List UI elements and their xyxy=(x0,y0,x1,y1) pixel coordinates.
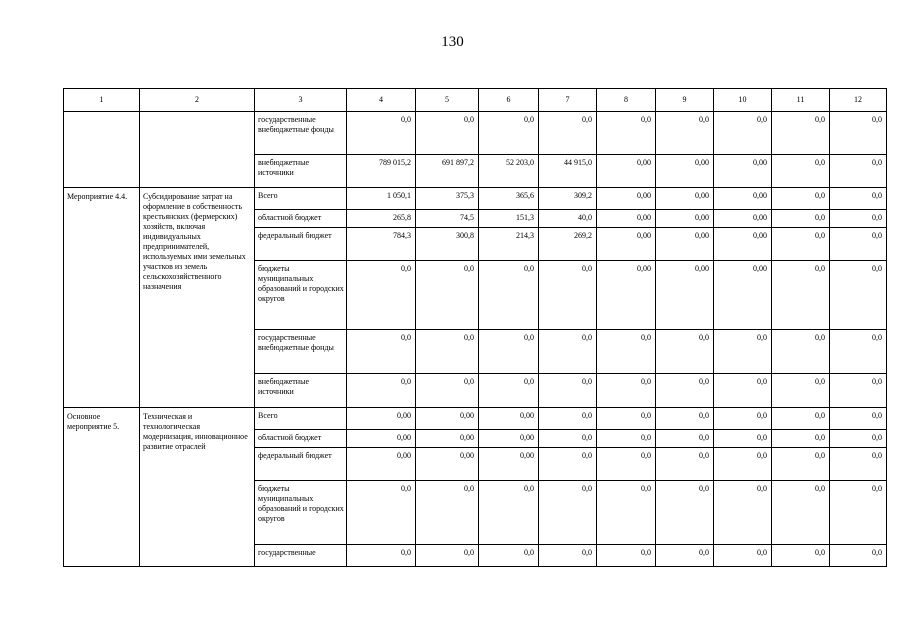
value-cell: 0,00 xyxy=(597,155,656,188)
value-cell: 0,0 xyxy=(539,261,597,330)
value-cell: 0,0 xyxy=(539,448,597,481)
header-cell-9: 9 xyxy=(656,89,714,112)
value-cell: 0,0 xyxy=(830,228,887,261)
value-cell: 0,0 xyxy=(656,112,714,155)
value-cell: 0,0 xyxy=(597,481,656,545)
value-cell: 0,0 xyxy=(656,408,714,430)
value-cell: 0,0 xyxy=(416,545,479,567)
value-cell: 0,00 xyxy=(597,188,656,210)
value-cell: 0,00 xyxy=(714,261,772,330)
value-cell: 265,8 xyxy=(347,210,416,228)
value-cell: 300,8 xyxy=(416,228,479,261)
value-cell: 0,0 xyxy=(597,545,656,567)
value-cell: 0,00 xyxy=(714,188,772,210)
funding-source-cell: государственные внебюджетные фонды xyxy=(255,112,347,155)
value-cell: 0,0 xyxy=(772,545,830,567)
value-cell: 214,3 xyxy=(479,228,539,261)
funding-source-cell: федеральный бюджет xyxy=(255,228,347,261)
value-cell: 0,0 xyxy=(347,481,416,545)
header-cell-11: 11 xyxy=(772,89,830,112)
value-cell: 0,00 xyxy=(656,188,714,210)
value-cell: 0,0 xyxy=(539,374,597,408)
value-cell: 0,0 xyxy=(830,545,887,567)
value-cell: 0,0 xyxy=(830,330,887,374)
value-cell: 0,0 xyxy=(479,545,539,567)
value-cell: 0,0 xyxy=(772,188,830,210)
value-cell: 0,0 xyxy=(656,481,714,545)
value-cell: 0,00 xyxy=(347,408,416,430)
value-cell: 0,0 xyxy=(830,261,887,330)
value-cell: 0,0 xyxy=(656,545,714,567)
value-cell: 0,00 xyxy=(714,210,772,228)
value-cell: 0,0 xyxy=(830,188,887,210)
value-cell: 0,00 xyxy=(347,448,416,481)
value-cell: 0,0 xyxy=(830,430,887,448)
header-row xyxy=(64,89,887,112)
funding-source-cell: Всего xyxy=(255,188,347,210)
value-cell: 0,0 xyxy=(830,210,887,228)
funding-source-cell: областной бюджет xyxy=(255,430,347,448)
value-cell: 0,0 xyxy=(597,374,656,408)
value-cell: 74,5 xyxy=(416,210,479,228)
value-cell: 0,0 xyxy=(479,481,539,545)
value-cell: 0,00 xyxy=(597,228,656,261)
funding-source-cell: внебюджетные источники xyxy=(255,374,347,408)
value-cell: 0,00 xyxy=(597,210,656,228)
value-cell: 691 897,2 xyxy=(416,155,479,188)
header-cell-8: 8 xyxy=(597,89,656,112)
table-row xyxy=(64,188,887,210)
activity-cell: Основное мероприятие 5. xyxy=(64,408,140,567)
header-cell-3: 3 xyxy=(255,89,347,112)
value-cell: 0,0 xyxy=(772,448,830,481)
description-cell: Техническая и технологическая модернизация, инновационное развитие отраслей xyxy=(140,408,255,567)
value-cell: 0,0 xyxy=(772,228,830,261)
value-cell: 0,0 xyxy=(597,430,656,448)
description-cell xyxy=(140,112,255,188)
funding-source-cell: государственные внебюджетные фонды xyxy=(255,330,347,374)
funding-source-cell: Всего xyxy=(255,408,347,430)
value-cell: 0,0 xyxy=(539,408,597,430)
table-row xyxy=(64,408,887,430)
value-cell: 0,0 xyxy=(714,430,772,448)
activity-cell: Мероприятие 4.4. xyxy=(64,188,140,408)
budget-table xyxy=(63,88,887,567)
table-row xyxy=(64,112,887,155)
value-cell: 0,0 xyxy=(597,408,656,430)
header-cell-1: 1 xyxy=(64,89,140,112)
value-cell: 0,0 xyxy=(416,261,479,330)
value-cell: 1 050,1 xyxy=(347,188,416,210)
value-cell: 0,00 xyxy=(656,228,714,261)
value-cell: 0,0 xyxy=(656,448,714,481)
funding-source-cell: внебюджетные источники xyxy=(255,155,347,188)
value-cell: 0,0 xyxy=(714,481,772,545)
value-cell: 0,0 xyxy=(347,545,416,567)
funding-source-cell: государственные xyxy=(255,545,347,567)
value-cell: 784,3 xyxy=(347,228,416,261)
value-cell: 0,0 xyxy=(416,112,479,155)
value-cell: 0,0 xyxy=(772,374,830,408)
value-cell: 0,0 xyxy=(772,408,830,430)
value-cell: 0,0 xyxy=(539,545,597,567)
value-cell: 0,00 xyxy=(714,155,772,188)
value-cell: 365,6 xyxy=(479,188,539,210)
value-cell: 0,0 xyxy=(416,374,479,408)
value-cell: 0,0 xyxy=(347,261,416,330)
value-cell: 0,0 xyxy=(347,112,416,155)
value-cell: 0,0 xyxy=(772,155,830,188)
value-cell: 0,0 xyxy=(772,430,830,448)
value-cell: 0,0 xyxy=(830,374,887,408)
value-cell: 0,0 xyxy=(656,430,714,448)
value-cell: 0,0 xyxy=(479,374,539,408)
value-cell: 0,00 xyxy=(416,448,479,481)
funding-source-cell: бюджеты муниципальных образований и городских округов xyxy=(255,261,347,330)
value-cell: 0,0 xyxy=(772,112,830,155)
value-cell: 0,0 xyxy=(539,430,597,448)
value-cell: 0,0 xyxy=(714,448,772,481)
value-cell: 0,0 xyxy=(772,330,830,374)
value-cell: 0,0 xyxy=(479,112,539,155)
value-cell: 0,00 xyxy=(714,228,772,261)
funding-source-cell: бюджеты муниципальных образований и городских округов xyxy=(255,481,347,545)
value-cell: 0,00 xyxy=(656,261,714,330)
value-cell: 0,0 xyxy=(714,374,772,408)
value-cell: 0,00 xyxy=(347,430,416,448)
value-cell: 44 915,0 xyxy=(539,155,597,188)
activity-cell xyxy=(64,112,140,188)
value-cell: 0,0 xyxy=(347,330,416,374)
table-body xyxy=(64,89,887,567)
value-cell: 0,0 xyxy=(479,261,539,330)
value-cell: 0,0 xyxy=(539,330,597,374)
header-cell-6: 6 xyxy=(479,89,539,112)
page-number: 130 xyxy=(441,34,464,50)
header-cell-5: 5 xyxy=(416,89,479,112)
description-cell: Субсидирование затрат на оформление в собственность крестьянских (фермерских) хозяйств, включая индивидуальных предпринимателей, используемых ими земельных участков из земель сельскохозяйственного назначения xyxy=(140,188,255,408)
header-cell-4: 4 xyxy=(347,89,416,112)
value-cell: 375,3 xyxy=(416,188,479,210)
funding-source-cell: федеральный бюджет xyxy=(255,448,347,481)
value-cell: 789 015,2 xyxy=(347,155,416,188)
value-cell: 0,00 xyxy=(656,155,714,188)
value-cell: 0,00 xyxy=(416,430,479,448)
value-cell: 0,00 xyxy=(479,408,539,430)
value-cell: 0,0 xyxy=(830,408,887,430)
value-cell: 0,00 xyxy=(656,210,714,228)
value-cell: 0,0 xyxy=(656,330,714,374)
funding-source-cell: областной бюджет xyxy=(255,210,347,228)
value-cell: 309,2 xyxy=(539,188,597,210)
value-cell: 40,0 xyxy=(539,210,597,228)
value-cell: 0,0 xyxy=(539,481,597,545)
value-cell: 0,0 xyxy=(830,481,887,545)
header-cell-12: 12 xyxy=(830,89,887,112)
value-cell: 0,0 xyxy=(656,374,714,408)
value-cell: 0,00 xyxy=(597,261,656,330)
value-cell: 0,0 xyxy=(830,448,887,481)
value-cell: 0,00 xyxy=(479,448,539,481)
value-cell: 0,0 xyxy=(597,448,656,481)
value-cell: 0,0 xyxy=(597,112,656,155)
value-cell: 0,0 xyxy=(772,261,830,330)
value-cell: 0,00 xyxy=(479,430,539,448)
value-cell: 0,0 xyxy=(479,330,539,374)
value-cell: 0,0 xyxy=(830,112,887,155)
value-cell: 269,2 xyxy=(539,228,597,261)
value-cell: 0,00 xyxy=(416,408,479,430)
value-cell: 0,0 xyxy=(347,374,416,408)
value-cell: 0,0 xyxy=(714,408,772,430)
value-cell: 0,0 xyxy=(714,545,772,567)
value-cell: 0,0 xyxy=(714,330,772,374)
value-cell: 0,0 xyxy=(416,330,479,374)
header-cell-10: 10 xyxy=(714,89,772,112)
value-cell: 0,0 xyxy=(539,112,597,155)
value-cell: 0,0 xyxy=(830,155,887,188)
value-cell: 0,0 xyxy=(597,330,656,374)
value-cell: 0,0 xyxy=(714,112,772,155)
value-cell: 151,3 xyxy=(479,210,539,228)
header-cell-7: 7 xyxy=(539,89,597,112)
header-cell-2: 2 xyxy=(140,89,255,112)
value-cell: 0,0 xyxy=(416,481,479,545)
value-cell: 0,0 xyxy=(772,210,830,228)
value-cell: 0,0 xyxy=(772,481,830,545)
value-cell: 52 203,0 xyxy=(479,155,539,188)
